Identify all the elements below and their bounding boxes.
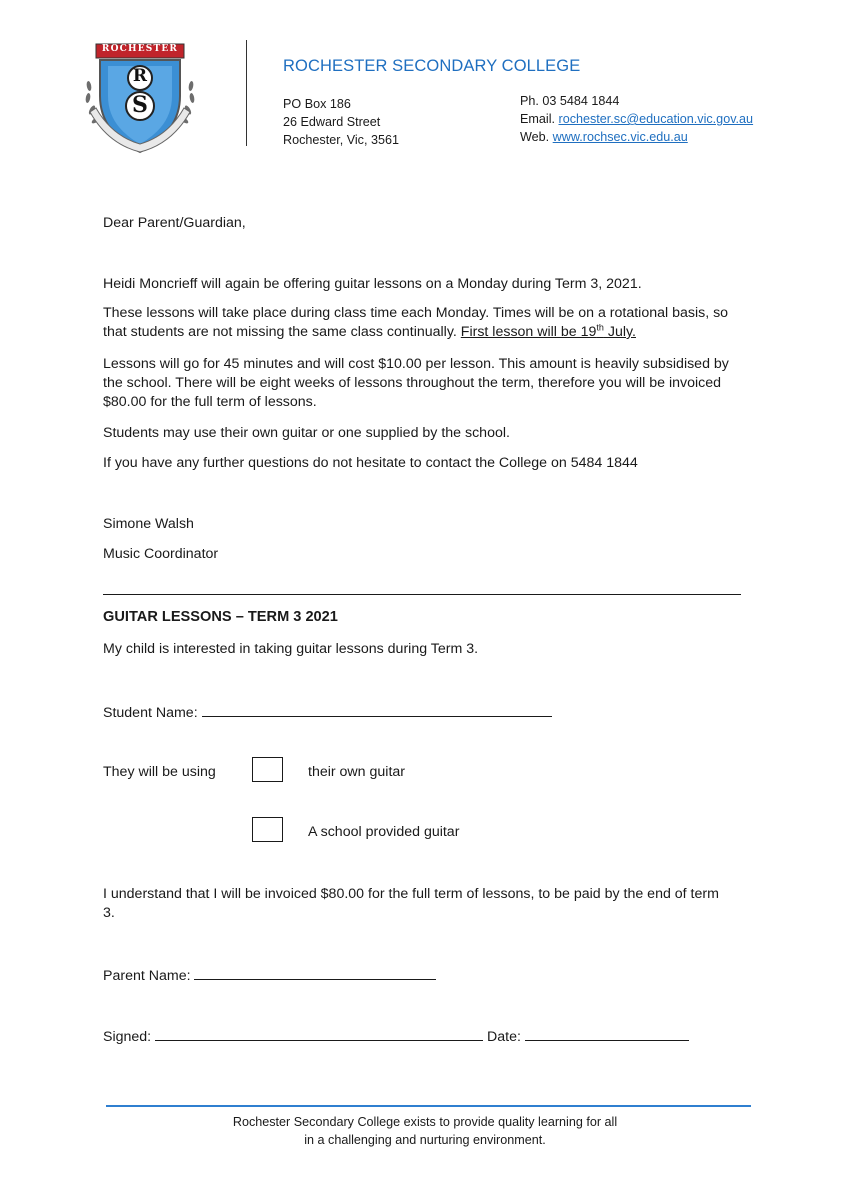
email-link[interactable]: rochester.sc@education.vic.gov.au (558, 112, 754, 126)
paragraph-2-line-1: These lessons will take place during class time each Monday. Times will be on a rotational basis, so (103, 305, 729, 321)
signer-title: Music Coordinator (103, 546, 219, 562)
crest-banner-text: ROCHESTER (101, 44, 179, 54)
address-line-1: PO Box 186 (283, 97, 351, 111)
footer-statement (106, 1113, 744, 1149)
first-lesson-date: First lesson will be 19th July. (460, 322, 636, 340)
school-guitar-checkbox[interactable] (252, 817, 283, 842)
signer-name: Simone Walsh (103, 516, 194, 532)
student-name-field[interactable] (202, 702, 552, 717)
school-guitar-option-label: A school provided guitar (308, 824, 460, 840)
footer-line-2: in a challenging and nurturing environment. (304, 1133, 546, 1147)
crest-letter-s: S (132, 92, 148, 118)
postal-address (283, 95, 399, 149)
form-title: GUITAR LESSONS – TERM 3 2021 (103, 609, 338, 625)
web-label: Web. (520, 130, 550, 144)
footer-line-1: Rochester Secondary College exists to provide quality learning for all (232, 1115, 618, 1129)
date-label: Date: (487, 1029, 521, 1045)
paragraph-2-line-2: that students are not missing the same class continually. First lesson will be 19th July. (103, 322, 636, 340)
guitar-source-label: They will be using (103, 764, 216, 780)
email-label: Email. (520, 112, 555, 126)
student-name-label: Student Name: (103, 705, 198, 721)
address-line-3: Rochester, Vic, 3561 (283, 133, 399, 147)
email-row (520, 110, 753, 128)
parent-name-label: Parent Name: (103, 968, 191, 984)
paragraph-4: Students may use their own guitar or one supplied by the school. (103, 425, 510, 441)
date-field[interactable] (525, 1026, 689, 1041)
footer-divider (106, 1105, 751, 1107)
salutation: Dear Parent/Guardian, (103, 215, 246, 231)
invoice-acknowledgement: I understand that I will be invoiced $80.00 for the full term of lessons, to be paid by the end of term 3. (103, 886, 719, 921)
contact-details (520, 92, 753, 146)
crest-letter-r: R (132, 66, 148, 86)
paragraph-2 (103, 304, 763, 342)
paragraph-5: If you have any further questions do not hesitate to contact the College on 5484 1844 (103, 455, 638, 471)
parent-name-row (103, 965, 436, 986)
signature-field[interactable] (155, 1026, 483, 1041)
school-name: ROCHESTER SECONDARY COLLEGE (283, 57, 581, 75)
tear-off-divider (103, 594, 741, 595)
own-guitar-checkbox[interactable] (252, 757, 283, 782)
parent-name-field[interactable] (194, 965, 436, 980)
own-guitar-option-label: their own guitar (308, 764, 405, 780)
web-link[interactable]: www.rochsec.vic.edu.au (552, 130, 688, 144)
signed-label: Signed: (103, 1029, 152, 1045)
form-intro: My child is interested in taking guitar lessons during Term 3. (103, 641, 479, 657)
address-line-2: 26 Edward Street (283, 115, 381, 129)
signature-row (103, 1026, 689, 1047)
paragraph-3: Lessons will go for 45 minutes and will cost $10.00 per lesson. This amount is heavily subsidised by the school. There will be eight weeks of lessons throughout the term, therefore you will be invoiced $80.00 for the full term of lessons. (103, 356, 729, 410)
web-row (520, 128, 753, 146)
paragraph-1: Heidi Moncrieff will again be offering guitar lessons on a Monday during Term 3, 2021. (103, 276, 642, 292)
student-name-row (103, 702, 552, 723)
phone-number: Ph. 03 5484 1844 (520, 94, 620, 108)
header-divider (246, 40, 247, 146)
